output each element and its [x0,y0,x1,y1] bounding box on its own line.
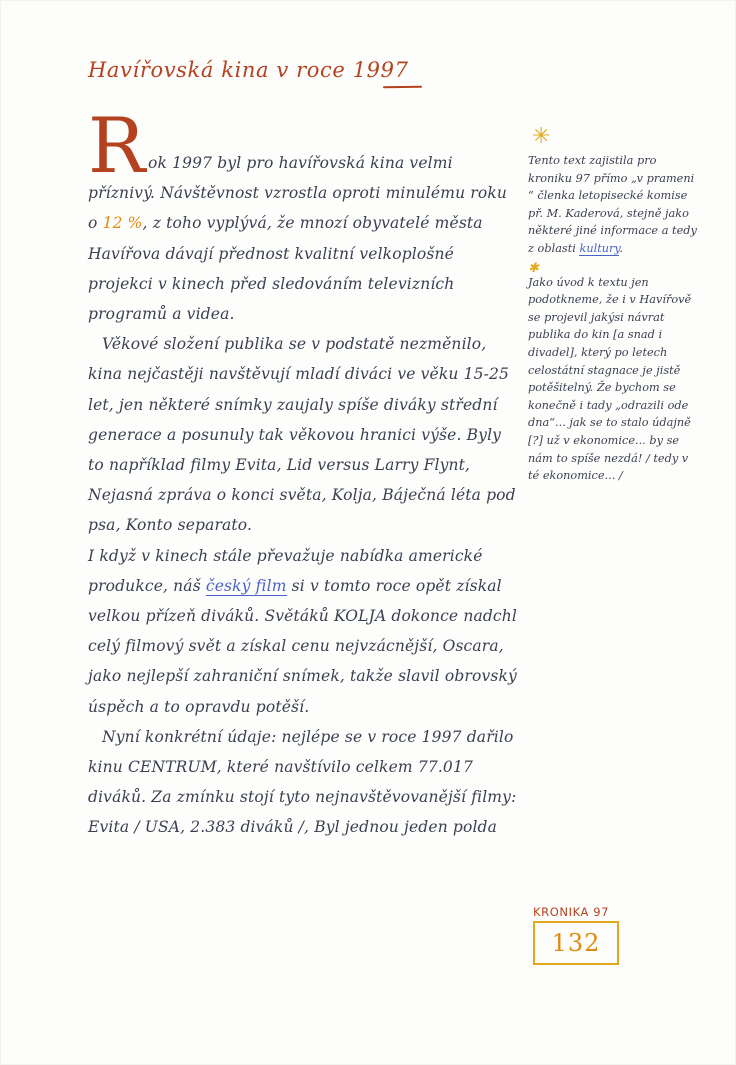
page-number-box [533,921,619,965]
paragraph-3-pre: I když v kinech stále převažuje nabídka americké produkce, náš [88,546,488,595]
paragraph-3-post: si v tomto roce opět získal velkou přízeň diváků. Světáků KOLJA dokonce nadchl celý filmový svět a získal cenu nejvzácnější, Oscara, jako nejlepší zahraniční snímek, takže slavil obrovský úspěch a to opravdu potěší. [88,576,523,716]
paragraph-1 [88,148,518,329]
paragraph-1-post: , z toho vyplývá, že mnozí obyvatelé města Havířova dávají přednost kvalitní velkoplošné projekci v kinech před sledováním televizních programů a videa. [88,214,488,324]
stamp-label: KRONIKA 97 [533,905,610,919]
margin-note-1-pre: Tento text zajistila pro kroniku 97 přímo „v prameni “ členka letopisecké komise př. M. Kaderová, stejně jako některé jiné informace a tedy z oblasti [528,154,701,255]
margin-note-1 [528,152,700,258]
margin-note-1-highlight: kultury [579,241,620,255]
paragraph-2: Věkové složení publika se v podstatě nezměnilo, kina nejčastěji navštěvují mladí diváci ve věku 15-25 let, jen některé snímky zaujaly spíše diváky střední generace a posunuly tak věkovou hranici výše. Byly to například filmy Evita, Lid versus Larry Flynt, Nejasná zpráva o konci světa, Kolja, Báječná léta pod psa, Konto separato. [88,335,521,535]
paragraph-3-highlight: český film [205,576,287,595]
title-underline [383,86,422,88]
page-title: Havířovská kina v roce 1997 [88,58,409,82]
page-number: 132 [551,929,601,957]
margin-notes-column [528,152,700,491]
asterisk-small-icon: ✱ [528,260,539,276]
margin-note-1-post: . [619,241,623,255]
main-text-column [88,148,523,843]
page-stamp [533,905,651,965]
asterisk-icon: ✳ [532,124,551,149]
paragraph-3 [88,541,523,722]
drop-cap: R [88,101,146,190]
paragraph-1-pre: ok 1997 byl pro havířovská kina velmi příznivý. Návštěvnost vzrostla oproti minulému roku o [88,154,513,233]
margin-note-2: Jako úvod k textu jen podotkneme, že i v Havířově se projevil jakýsi návrat publika do kin [a snad i divadel], který po letech celostátní stagnace je jistě potěšitelný. Že bychom se konečně i tady „odrazili ode dna“... jak se to stalo údajně [?] už v ekonomice... by se nám to spíše nezdá! / tedy v té ekonomice... / [528,275,695,483]
paragraph-4: Nyní konkrétní údaje: nejlépe se v roce 1997 dařilo kinu CENTRUM, které navštívilo celkem 77.017 diváků. Za zmínku stojí tyto nejnavštěvovanější filmy: Evita / USA, 2.383 diváků /, Byl jednou jeden polda [88,727,522,837]
paragraph-1-highlight: 12 % [102,214,143,233]
